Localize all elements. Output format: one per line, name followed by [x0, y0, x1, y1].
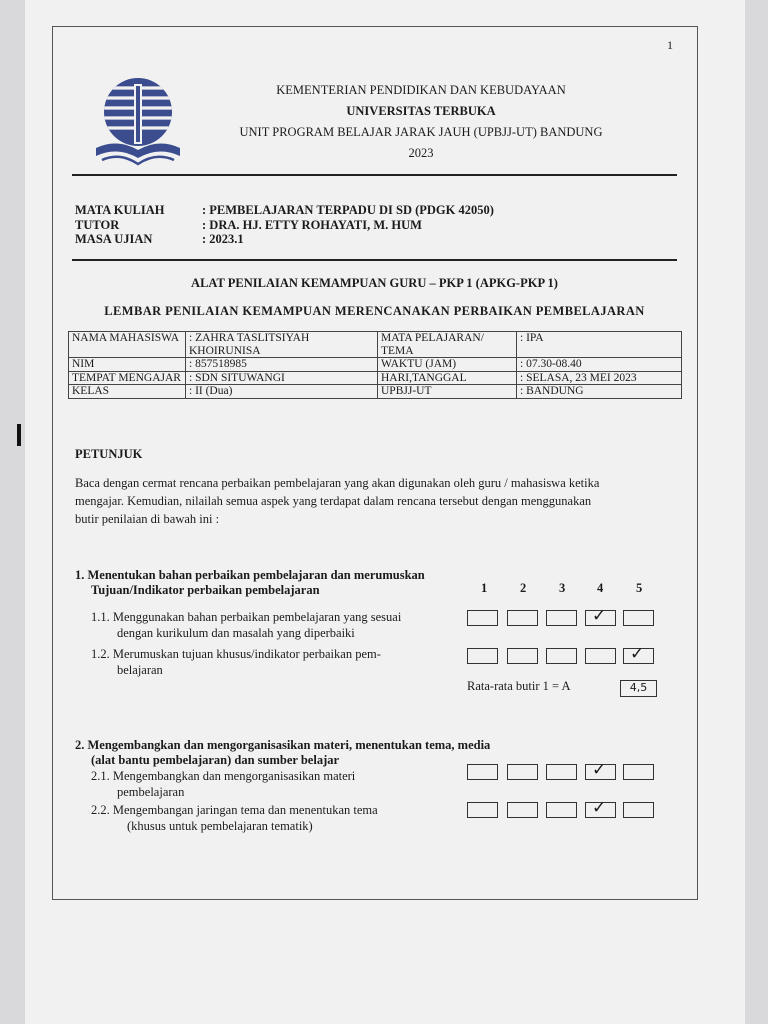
waktu-value: : 07.30-08.40	[517, 358, 682, 372]
score-checkbox-3[interactable]	[546, 610, 577, 626]
nim-label: NIM	[69, 358, 186, 372]
score-checkbox-2[interactable]	[507, 610, 538, 626]
score-checkbox-4[interactable]	[585, 606, 616, 626]
average-label: Rata-rata butir 1 = A	[467, 679, 571, 693]
scale-label-5: 5	[636, 581, 643, 595]
score-checkbox-4[interactable]	[585, 798, 616, 818]
check-mark-icon: ✓	[592, 798, 607, 817]
average-value-box[interactable]: 4,5	[620, 680, 657, 697]
kelas-label: KELAS	[69, 385, 186, 399]
table-row	[69, 371, 682, 385]
upbjj-value: : BANDUNG	[517, 385, 682, 399]
scan-edge-mark	[17, 424, 21, 446]
score-checkbox-4[interactable]	[585, 760, 616, 780]
score-checkbox-2[interactable]	[507, 648, 538, 664]
form-title: ALAT PENILAIAN KEMAMPUAN GURU – PKP 1 (APKG-PKP 1)	[191, 276, 558, 290]
scale-label-1: 1	[481, 581, 488, 595]
tempat-label: TEMPAT MENGAJAR	[69, 371, 186, 385]
score-checkbox-5[interactable]	[623, 802, 654, 818]
mapel-value: : IPA	[517, 332, 682, 358]
table-row	[69, 332, 682, 358]
score-checkbox-5[interactable]	[623, 610, 654, 626]
item-1-1: 1.1. Menggunakan bahan perbaikan pembelajaran yang sesuai dengan kurikulum dan masalah yang diperbaiki	[91, 610, 402, 640]
score-checkbox-3[interactable]	[546, 802, 577, 818]
petunjuk-line: butir penilaian di bawah ini :	[75, 512, 220, 526]
check-mark-icon: ✓	[630, 644, 645, 663]
form-subtitle: LEMBAR PENILAIAN KEMAMPUAN MERENCANAKAN PERBAIKAN PEMBELAJARAN	[104, 304, 645, 318]
nama-label: NAMA MAHASISWA	[69, 332, 186, 358]
petunjuk-line: Baca dengan cermat rencana perbaikan pembelajaran yang akan digunakan oleh guru / mahasiswa ketika	[75, 476, 600, 490]
masa-ujian-value: : 2023.1	[202, 232, 244, 246]
petunjuk-text	[75, 474, 675, 528]
hari-value: : SELASA, 23 MEI 2023	[517, 371, 682, 385]
universitas-terbuka-logo	[92, 74, 184, 170]
upbjj-label: UPBJJ-UT	[378, 385, 517, 399]
scale-label-3: 3	[559, 581, 566, 595]
masa-ujian-label: MASA UJIAN	[75, 232, 153, 246]
tutor-label: TUTOR	[75, 217, 120, 232]
check-mark-icon: ✓	[592, 606, 607, 625]
score-checkbox-3[interactable]	[546, 764, 577, 780]
unit-name: UNIT PROGRAM BELAJAR JARAK JAUH (UPBJJ-UT) BANDUNG	[239, 125, 603, 139]
header-divider	[72, 174, 677, 176]
tempat-value: : SDN SITUWANGI	[186, 371, 378, 385]
kelas-value: : II (Dua)	[186, 385, 378, 399]
section-2-title: 2. Mengembangkan dan mengorganisasikan materi, menentukan tema, media (alat bantu pembelajaran) dan sumber belajar	[75, 738, 491, 767]
tutor-value: : DRA. HJ. ETTY ROHAYATI, M. HUM	[202, 217, 422, 232]
score-checkbox-1[interactable]	[467, 648, 498, 664]
score-checkbox-5[interactable]	[623, 764, 654, 780]
score-checkbox-3[interactable]	[546, 648, 577, 664]
hari-label: HARI,TANGGAL	[378, 371, 517, 385]
item-1-2: 1.2. Merumuskan tujuan khusus/indikator perbaikan pem- belajaran	[91, 647, 381, 677]
meta-divider	[72, 259, 677, 261]
score-checkbox-4[interactable]	[585, 648, 616, 664]
score-checkbox-2[interactable]	[507, 802, 538, 818]
mapel-label: MATA PELAJARAN/ TEMA	[378, 332, 517, 358]
waktu-label: WAKTU (JAM)	[378, 358, 517, 372]
section-1-title: 1. Menentukan bahan perbaikan pembelajaran dan merumuskan Tujuan/Indikator perbaikan pembelajaran	[75, 568, 425, 597]
score-checkbox-5[interactable]	[623, 644, 654, 664]
nim-value: : 857518985	[186, 358, 378, 372]
mata-kuliah-label: MATA KULIAH	[75, 203, 165, 217]
ministry-name: KEMENTERIAN PENDIDIKAN DAN KEBUDAYAAN	[276, 83, 566, 97]
item-2-2: 2.2. Mengembangan jaringan tema dan menentukan tema (khusus untuk pembelajaran tematik)	[91, 803, 378, 833]
score-checkbox-1[interactable]	[467, 610, 498, 626]
score-checkbox-1[interactable]	[467, 802, 498, 818]
check-mark-icon: ✓	[592, 760, 607, 779]
item-2-1: 2.1. Mengembangkan dan mengorganisasikan materi pembelajaran	[91, 769, 356, 799]
year: 2023	[408, 146, 434, 160]
scale-label-2: 2	[520, 581, 527, 595]
nama-value: : ZAHRA TASLITSIYAH KHOIRUNISA	[186, 332, 378, 358]
institution-header	[200, 80, 642, 164]
student-info-table	[68, 331, 682, 399]
score-checkbox-1[interactable]	[467, 764, 498, 780]
table-row	[69, 385, 682, 399]
score-checkbox-2[interactable]	[507, 764, 538, 780]
petunjuk-heading: PETUNJUK	[75, 447, 143, 461]
petunjuk-line: mengajar. Kemudian, nilailah semua aspek yang terdapat dalam rencana tersebut dengan menggunakan	[75, 494, 592, 508]
mata-kuliah-value: : PEMBELAJARAN TERPADU DI SD (PDGK 42050)	[202, 203, 494, 217]
table-row	[69, 358, 682, 372]
scale-label-4: 4	[597, 581, 604, 595]
page-number: 1	[667, 38, 673, 52]
course-meta	[75, 203, 494, 247]
university-name: UNIVERSITAS TERBUKA	[346, 104, 496, 118]
